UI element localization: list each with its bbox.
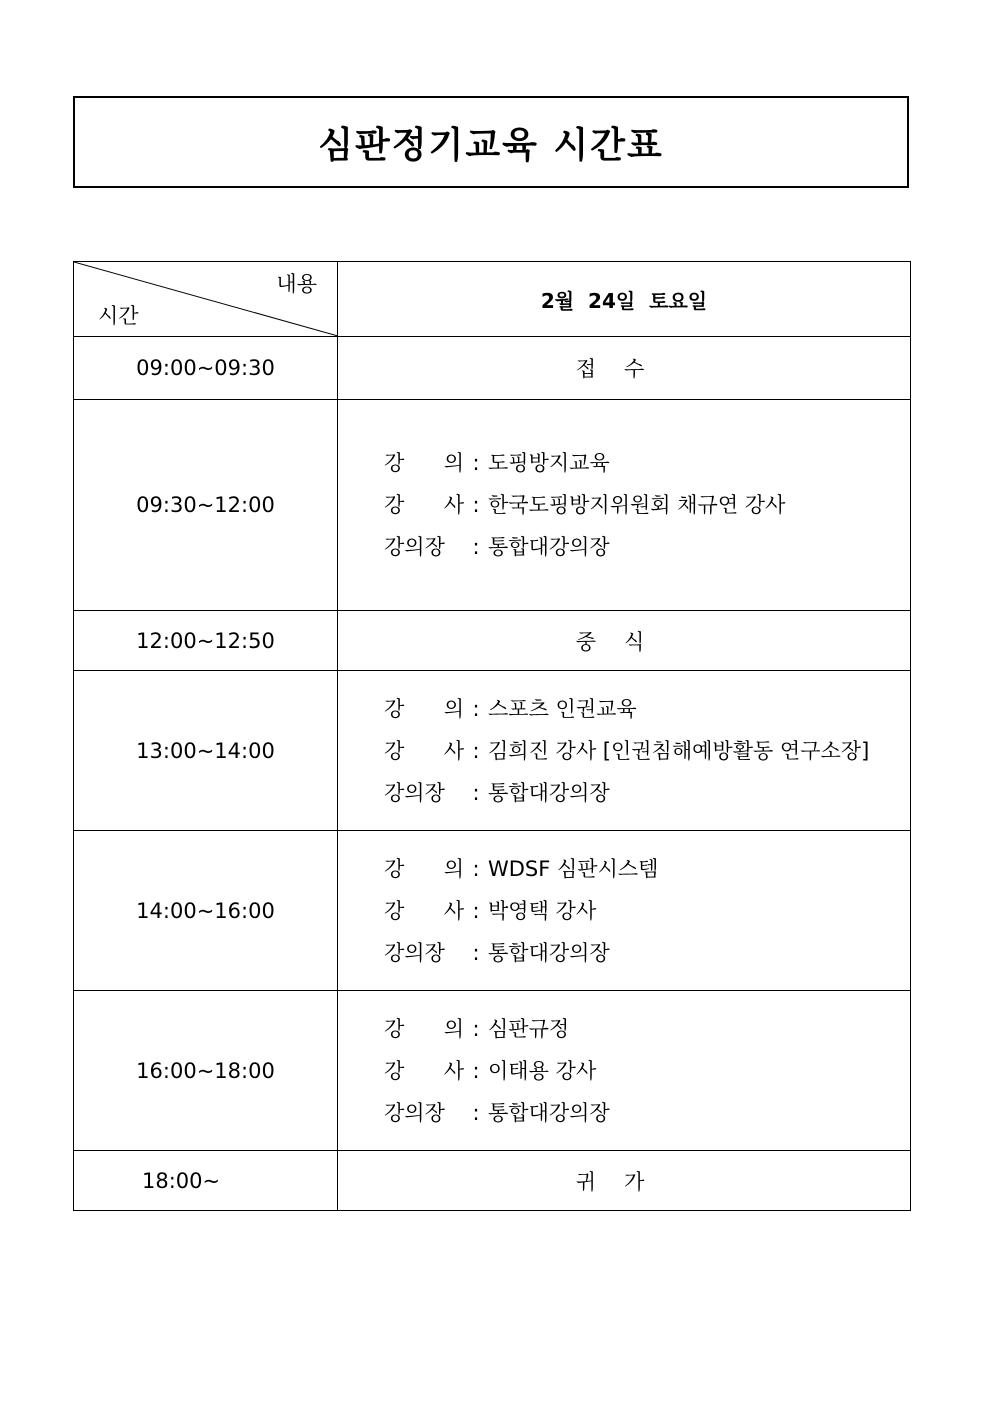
time-cell: 16:00~18:00 bbox=[74, 991, 338, 1151]
detail-sep: : bbox=[472, 940, 480, 965]
event-cell: 귀가 bbox=[338, 1151, 911, 1211]
detail-value: 통합대강의장 bbox=[488, 1100, 610, 1125]
detail-key: 강 의 bbox=[384, 856, 464, 881]
details-cell bbox=[338, 671, 911, 831]
detail-key: 강 의 bbox=[384, 451, 464, 475]
detail-line bbox=[384, 1050, 910, 1092]
detail-sep: : bbox=[472, 856, 480, 881]
table-row bbox=[74, 671, 911, 831]
detail-value: 박영택 강사 bbox=[488, 898, 597, 923]
detail-line bbox=[384, 772, 910, 814]
table-row bbox=[74, 831, 911, 991]
header-content-label: 내용 bbox=[276, 272, 317, 296]
detail-line bbox=[384, 526, 910, 568]
detail-line bbox=[384, 932, 910, 974]
header-row bbox=[74, 262, 911, 337]
detail-key: 강의장 bbox=[384, 1100, 445, 1125]
detail-value: 심판규정 bbox=[488, 1016, 570, 1041]
time-cell: 14:00~16:00 bbox=[74, 831, 338, 991]
detail-value: 김희진 강사 [인권침해예방활동 연구소장] bbox=[488, 738, 870, 763]
table-row bbox=[74, 337, 911, 400]
table-row bbox=[74, 1151, 911, 1211]
table-row bbox=[74, 400, 911, 611]
time-cell: 09:00~09:30 bbox=[74, 337, 338, 400]
details-cell bbox=[338, 991, 911, 1151]
time-cell: 18:00~ bbox=[74, 1151, 338, 1211]
detail-line bbox=[384, 1092, 910, 1134]
schedule-table bbox=[73, 261, 911, 1211]
detail-line bbox=[384, 1008, 910, 1050]
details-cell bbox=[338, 831, 911, 991]
detail-key: 강 사 bbox=[384, 898, 464, 923]
detail-sep: : bbox=[472, 493, 480, 517]
header-diagonal-cell bbox=[74, 262, 338, 337]
detail-value: WDSF 심판시스템 bbox=[488, 856, 659, 881]
detail-value: 통합대강의장 bbox=[488, 780, 610, 805]
detail-value: 도핑방지교육 bbox=[488, 451, 610, 475]
detail-sep: : bbox=[472, 535, 480, 559]
detail-sep: : bbox=[472, 1100, 480, 1125]
table-row bbox=[74, 611, 911, 671]
detail-value: 통합대강의장 bbox=[488, 535, 610, 559]
event-cell: 중식 bbox=[338, 611, 911, 671]
detail-sep: : bbox=[472, 780, 480, 805]
time-cell: 12:00~12:50 bbox=[74, 611, 338, 671]
detail-key: 강 의 bbox=[384, 1016, 464, 1041]
detail-line bbox=[384, 730, 910, 772]
detail-sep: : bbox=[472, 898, 480, 923]
detail-value: 이태용 강사 bbox=[488, 1058, 597, 1083]
detail-line bbox=[384, 848, 910, 890]
detail-key: 강의장 bbox=[384, 940, 445, 965]
details-cell bbox=[338, 400, 911, 611]
detail-key: 강 사 bbox=[384, 1058, 464, 1083]
detail-key: 강 사 bbox=[384, 738, 464, 763]
header-date: 2월 24일 토요일 bbox=[338, 262, 911, 337]
title-box bbox=[73, 96, 909, 188]
table-row bbox=[74, 991, 911, 1151]
detail-key: 강 사 bbox=[384, 493, 464, 517]
detail-line bbox=[384, 688, 910, 730]
detail-sep: : bbox=[472, 1016, 480, 1041]
detail-sep: : bbox=[472, 1058, 480, 1083]
detail-value: 스포츠 인권교육 bbox=[488, 696, 637, 721]
time-cell: 13:00~14:00 bbox=[74, 671, 338, 831]
page-title: 심판정기교육 시간표 bbox=[318, 124, 664, 166]
time-cell: 09:30~12:00 bbox=[74, 400, 338, 611]
detail-key: 강 의 bbox=[384, 696, 464, 721]
detail-sep: : bbox=[472, 738, 480, 763]
detail-line bbox=[384, 442, 910, 484]
detail-value: 통합대강의장 bbox=[488, 940, 610, 965]
detail-key: 강의장 bbox=[384, 535, 445, 559]
event-cell: 접수 bbox=[338, 337, 911, 400]
detail-sep: : bbox=[472, 451, 480, 475]
detail-value: 한국도핑방지위원회 채규연 강사 bbox=[488, 493, 786, 517]
detail-line bbox=[384, 484, 910, 526]
detail-line bbox=[384, 890, 910, 932]
detail-sep: : bbox=[472, 696, 480, 721]
detail-key: 강의장 bbox=[384, 780, 445, 805]
header-time-label: 시간 bbox=[98, 304, 139, 328]
